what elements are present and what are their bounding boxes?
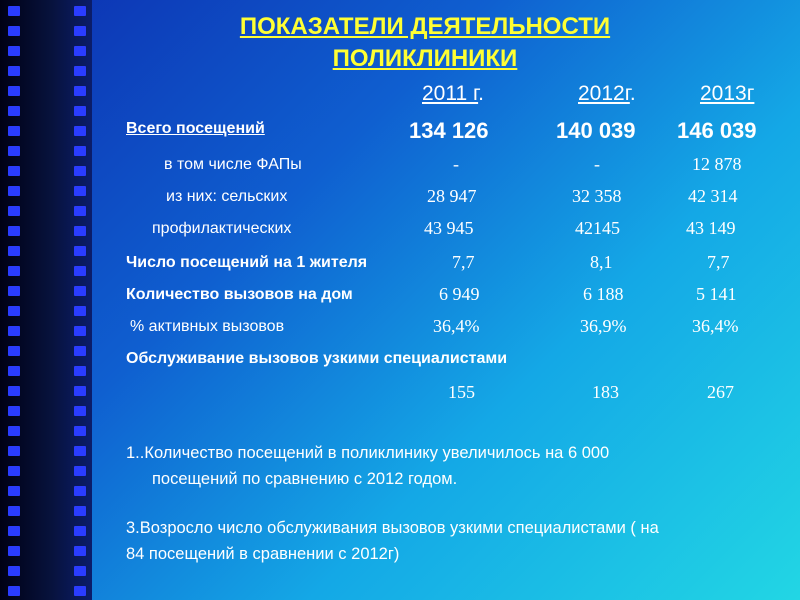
note-3-line1: 3.Возросло число обслуживания вызовов узкими специалистами ( на bbox=[126, 519, 659, 537]
film-hole bbox=[74, 426, 86, 436]
film-hole bbox=[74, 346, 86, 356]
home-calls-2011: 6 949 bbox=[439, 284, 480, 304]
film-hole bbox=[8, 506, 20, 516]
film-hole bbox=[74, 226, 86, 236]
film-hole bbox=[8, 106, 20, 116]
film-hole bbox=[8, 526, 20, 536]
film-hole bbox=[74, 146, 86, 156]
film-hole bbox=[74, 106, 86, 116]
specialists-2011: 155 bbox=[448, 382, 475, 402]
film-hole bbox=[8, 566, 20, 576]
film-hole bbox=[8, 426, 20, 436]
home-calls-2013: 5 141 bbox=[696, 284, 737, 304]
rural-2013: 42 314 bbox=[688, 186, 738, 206]
film-hole bbox=[8, 226, 20, 236]
total-2011: 134 126 bbox=[409, 118, 489, 143]
specialists-2012: 183 bbox=[592, 382, 619, 402]
film-hole bbox=[8, 146, 20, 156]
film-hole bbox=[74, 246, 86, 256]
home-calls-2012: 6 188 bbox=[583, 284, 624, 304]
fap-2011: - bbox=[453, 154, 459, 174]
film-hole bbox=[8, 346, 20, 356]
film-hole bbox=[8, 406, 20, 416]
film-hole bbox=[74, 486, 86, 496]
rural-2012: 32 358 bbox=[572, 186, 622, 206]
film-hole bbox=[8, 446, 20, 456]
film-hole bbox=[8, 46, 20, 56]
film-hole bbox=[74, 586, 86, 596]
film-hole bbox=[74, 126, 86, 136]
film-hole bbox=[8, 126, 20, 136]
film-hole bbox=[8, 166, 20, 176]
row-label-prof: профилактических bbox=[152, 220, 292, 237]
per-resident-2011: 7,7 bbox=[452, 252, 475, 272]
film-hole bbox=[74, 186, 86, 196]
active-calls-2012: 36,9% bbox=[580, 316, 627, 336]
film-strip-border bbox=[0, 0, 92, 600]
film-hole bbox=[8, 466, 20, 476]
film-hole bbox=[8, 586, 20, 596]
prof-2013: 43 149 bbox=[686, 218, 736, 238]
year-header-2012: 2012г. bbox=[578, 82, 636, 105]
film-hole bbox=[8, 186, 20, 196]
active-calls-2011: 36,4% bbox=[433, 316, 480, 336]
film-hole bbox=[74, 506, 86, 516]
film-hole bbox=[8, 26, 20, 36]
film-hole bbox=[74, 266, 86, 276]
fap-2013: 12 878 bbox=[692, 154, 742, 174]
film-hole bbox=[8, 206, 20, 216]
note-1-line1: 1..Количество посещений в поликлинику увеличилось на 6 000 bbox=[126, 444, 610, 462]
prof-2012: 42145 bbox=[575, 218, 620, 238]
row-label-total: Всего посещений bbox=[126, 120, 265, 137]
film-hole bbox=[8, 86, 20, 96]
row-label-active-calls: % активных вызовов bbox=[130, 318, 285, 335]
per-resident-2012: 8,1 bbox=[590, 252, 613, 272]
film-hole bbox=[8, 366, 20, 376]
film-hole bbox=[74, 406, 86, 416]
year-header-2013: 2013г bbox=[700, 82, 755, 105]
note-1-line2: посещений по сравнению с 2012 годом. bbox=[152, 470, 458, 488]
film-hole bbox=[74, 566, 86, 576]
total-2013: 146 039 bbox=[677, 118, 757, 143]
row-label-home-calls: Количество вызовов на дом bbox=[126, 286, 353, 303]
rural-2011: 28 947 bbox=[427, 186, 477, 206]
film-hole bbox=[8, 546, 20, 556]
film-hole bbox=[74, 46, 86, 56]
film-hole bbox=[74, 86, 86, 96]
specialists-2013: 267 bbox=[707, 382, 734, 402]
film-hole bbox=[74, 306, 86, 316]
film-hole bbox=[74, 66, 86, 76]
film-hole bbox=[8, 386, 20, 396]
row-label-specialists: Обслуживание вызовов узкими специалистами bbox=[126, 350, 508, 367]
film-hole bbox=[74, 326, 86, 336]
film-hole bbox=[74, 366, 86, 376]
film-hole bbox=[8, 66, 20, 76]
fap-2012: - bbox=[594, 154, 600, 174]
per-resident-2013: 7,7 bbox=[707, 252, 730, 272]
film-hole bbox=[8, 326, 20, 336]
row-label-rural: из них: сельских bbox=[166, 188, 288, 205]
film-hole bbox=[8, 6, 20, 16]
note-3-line2: 84 посещений в сравнении с 2012г) bbox=[126, 545, 400, 563]
film-hole bbox=[74, 466, 86, 476]
active-calls-2013: 36,4% bbox=[692, 316, 739, 336]
film-hole bbox=[8, 306, 20, 316]
film-hole bbox=[8, 486, 20, 496]
row-label-fap: в том числе ФАПы bbox=[164, 156, 302, 173]
film-hole bbox=[74, 286, 86, 296]
year-header-2011: 2011 г. bbox=[422, 82, 484, 105]
film-hole bbox=[74, 386, 86, 396]
film-hole bbox=[74, 26, 86, 36]
film-hole bbox=[8, 266, 20, 276]
film-hole bbox=[8, 286, 20, 296]
film-hole bbox=[8, 246, 20, 256]
film-hole bbox=[74, 6, 86, 16]
film-hole bbox=[74, 546, 86, 556]
film-hole bbox=[74, 206, 86, 216]
film-hole bbox=[74, 166, 86, 176]
page-title-line1: ПОКАЗАТЕЛИ ДЕЯТЕЛЬНОСТИ bbox=[239, 13, 611, 40]
prof-2011: 43 945 bbox=[424, 218, 474, 238]
total-2012: 140 039 bbox=[556, 118, 636, 143]
page-title-line2: ПОЛИКЛИНИКИ bbox=[332, 45, 518, 72]
film-hole bbox=[74, 446, 86, 456]
row-label-per-resident: Число посещений на 1 жителя bbox=[126, 254, 368, 271]
film-hole bbox=[74, 526, 86, 536]
